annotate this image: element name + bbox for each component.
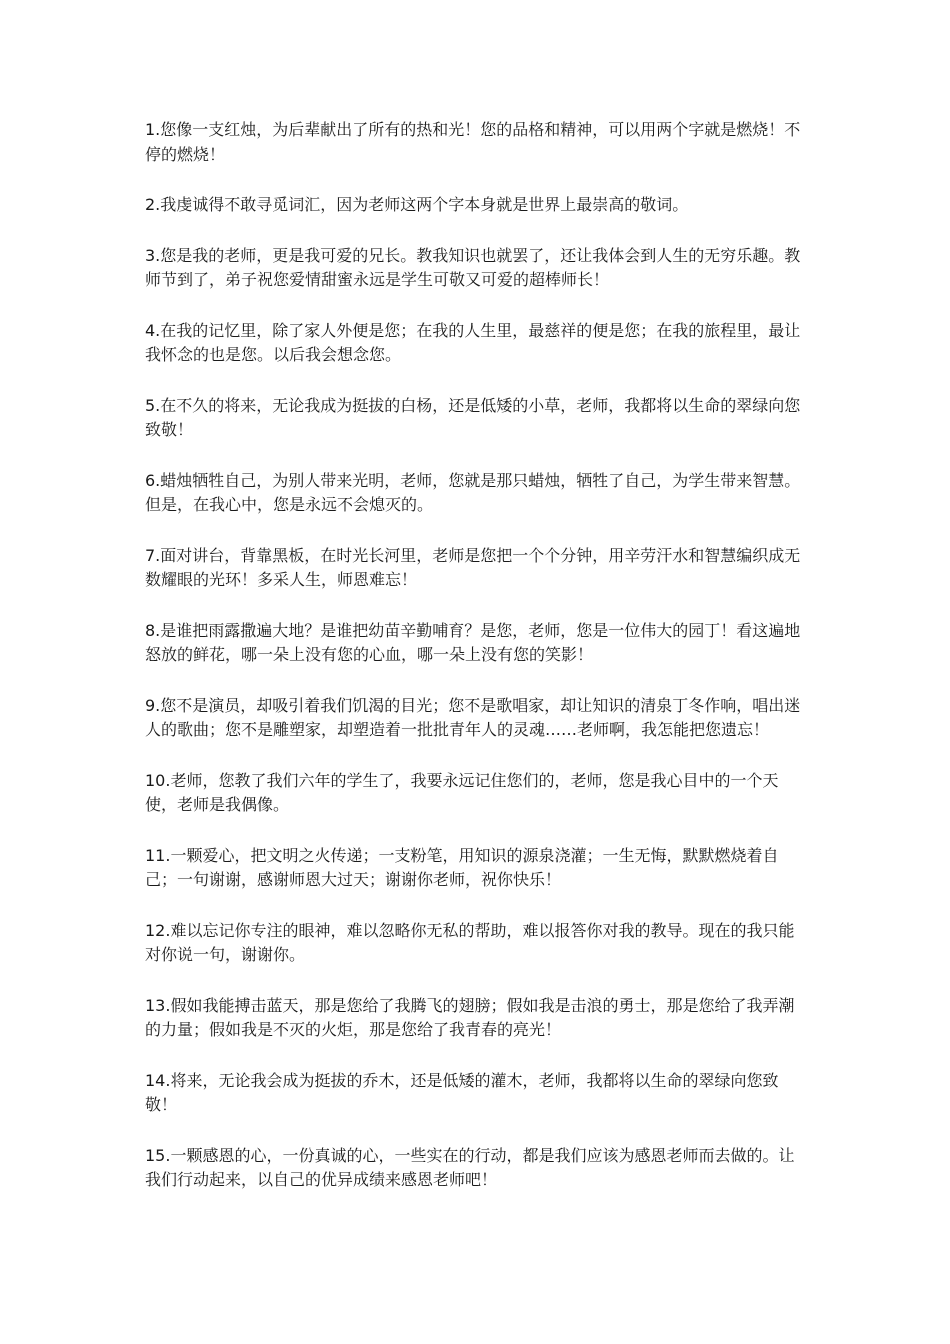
paragraph-15: 15.一颗感恩的心，一份真诚的心，一些实在的行动，都是我们应该为感恩老师而去做的。让我们行动起来，以自己的优异成绩来感恩老师吧！ [145, 1145, 795, 1189]
paragraph-14: 14.将来，无论我会成为挺拔的乔木，还是低矮的灌木，老师，我都将以生命的翠绿向您致敬！ [145, 1070, 779, 1114]
paragraph-4: 4.在我的记忆里，除了家人外便是您；在我的人生里，最慈祥的便是您；在我的旅程里，最让我怀念的也是您。以后我会想念您。 [145, 320, 801, 364]
paragraph-1: 1.您像一支红烛，为后辈献出了所有的热和光！您的品格和精神，可以用两个字就是燃烧！不停的燃烧！ [145, 120, 801, 164]
paragraph-2: 2.我虔诚得不敢寻觅词汇，因为老师这两个字本身就是世界上最崇高的敬词。 [145, 195, 689, 214]
paragraph-9: 9.您不是演员，却吸引着我们饥渴的目光；您不是歌唱家，却让知识的清泉丁冬作响，唱出迷人的歌曲；您不是雕塑家，却塑造着一批批青年人的灵魂……老师啊，我怎能把您遗忘！ [145, 695, 801, 739]
document-body [145, 118, 810, 1219]
paragraph-13: 13.假如我能搏击蓝天，那是您给了我腾飞的翅膀；假如我是击浪的勇士，那是您给了我弄潮的力量；假如我是不灭的火炬，那是您给了我青春的亮光！ [145, 995, 795, 1039]
paragraph-12: 12.难以忘记你专注的眼神，难以忽略你无私的帮助，难以报答你对我的教导。现在的我只能对你说一句，谢谢你。 [145, 920, 795, 964]
paragraph-7: 7.面对讲台，背靠黑板，在时光长河里，老师是您把一个个分钟，用辛劳汗水和智慧编织成无数耀眼的光环！多采人生，师恩难忘！ [145, 545, 801, 589]
paragraph-8: 8.是谁把雨露撒遍大地？是谁把幼苗辛勤哺育？是您，老师，您是一位伟大的园丁！看这遍地怒放的鲜花，哪一朵上没有您的心血，哪一朵上没有您的笑影！ [145, 620, 801, 664]
paragraph-11: 11.一颗爱心，把文明之火传递；一支粉笔，用知识的源泉浇灌；一生无悔，默默燃烧着自己；一句谢谢，感谢师恩大过天；谢谢你老师，祝你快乐！ [145, 845, 779, 889]
paragraph-10: 10.老师，您教了我们六年的学生了，我要永远记住您们的，老师，您是我心目中的一个天使，老师是我偶像。 [145, 770, 779, 814]
paragraph-6: 6.蜡烛牺牲自己，为别人带来光明，老师，您就是那只蜡烛，牺牲了自己，为学生带来智慧。但是，在我心中，您是永远不会熄灭的。 [145, 470, 801, 514]
paragraph-5: 5.在不久的将来，无论我成为挺拔的白杨，还是低矮的小草，老师，我都将以生命的翠绿向您致敬！ [145, 395, 801, 439]
paragraph-3: 3.您是我的老师，更是我可爱的兄长。教我知识也就罢了，还让我体会到人生的无穷乐趣。教师节到了，弟子祝您爱情甜蜜永远是学生可敬又可爱的超棒师长！ [145, 245, 801, 289]
